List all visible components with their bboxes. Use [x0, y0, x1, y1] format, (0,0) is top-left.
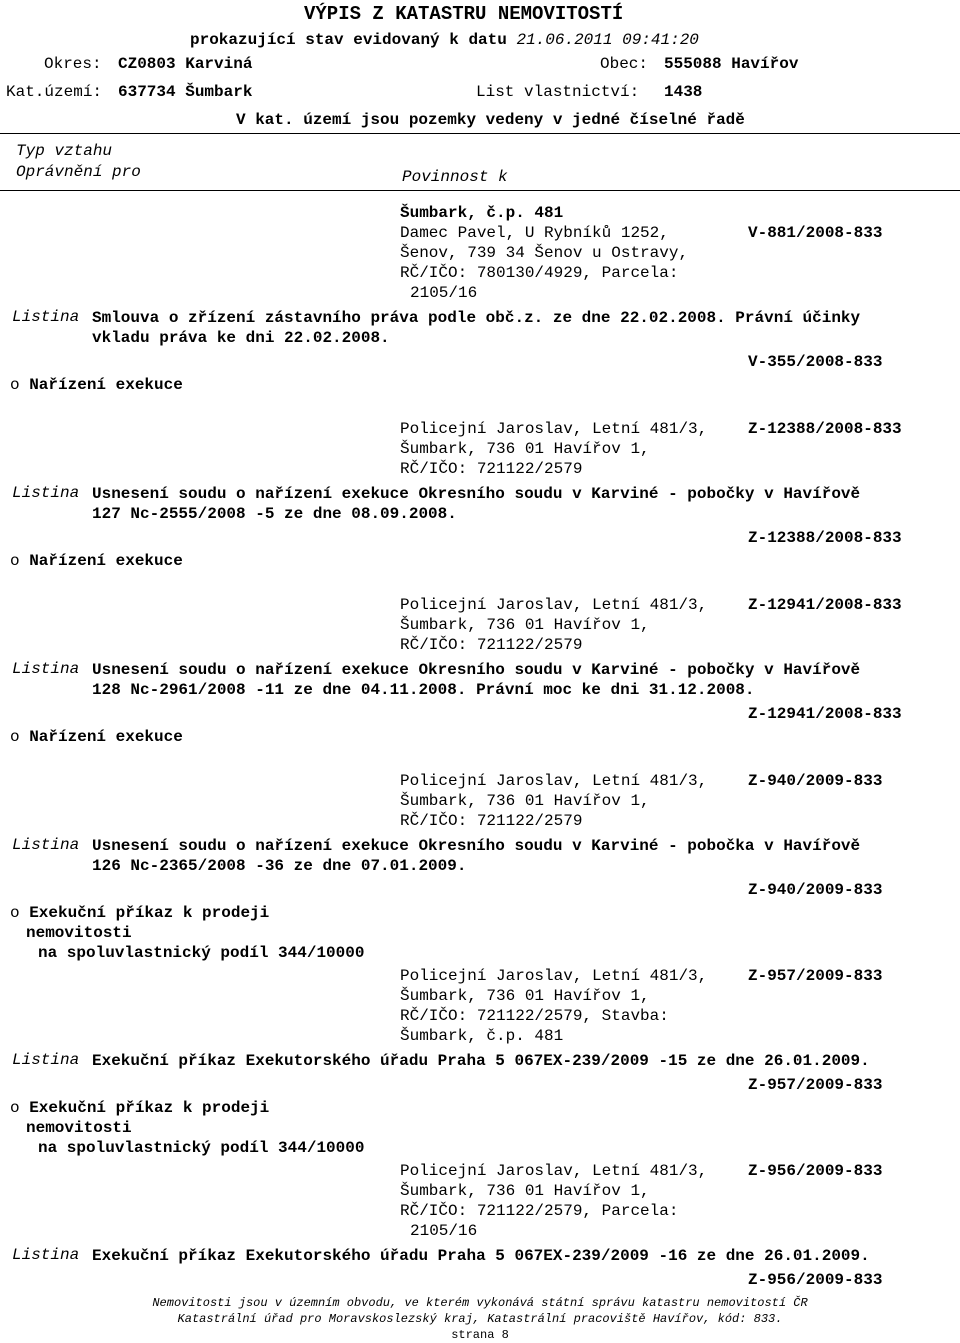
- party-line: Policejní Jaroslav, Letní 481/3,: [400, 1162, 708, 1180]
- party-line: RČ/IČO: 721122/2579, Parcela:: [400, 1202, 679, 1220]
- party-line: Policejní Jaroslav, Letní 481/3,: [400, 420, 708, 438]
- party-line: Policejní Jaroslav, Letní 481/3,: [400, 596, 708, 614]
- record-code: Z-12941/2008-833: [748, 596, 902, 614]
- listina-label: Listina: [12, 836, 80, 854]
- listina-label: Listina: [12, 1051, 80, 1069]
- col-povinnost-k: Povinnost k: [402, 168, 508, 186]
- listina-text: 128 Nc-2961/2008 -11 ze dne 04.11.2008. Právní moc ke dni 31.12.2008.: [92, 681, 755, 699]
- record-code: Z-12941/2008-833: [748, 705, 902, 723]
- heading-text: na spoluvlastnický podíl 344/10000: [38, 944, 365, 962]
- party-line: 2105/16: [410, 1222, 478, 1240]
- party-line: Šenov, 739 34 Šenov u Ostravy,: [400, 244, 689, 262]
- party-line: Šumbark, 736 01 Havířov 1,: [400, 792, 650, 810]
- listina-text: Smlouva o zřízení zástavního práva podle obč.z. ze dne 22.02.2008. Právní účinky: [92, 309, 861, 327]
- listina-label: Listina: [12, 484, 80, 502]
- record-code: Z-957/2009-833: [748, 967, 883, 985]
- listina-text: Usnesení soudu o nařízení exekuce Okresního soudu v Karviné - pobočky v Havířově: [92, 485, 861, 503]
- subtitle: [190, 30, 699, 50]
- heading-text: Nařízení exekuce: [29, 376, 183, 394]
- bullet-heading: [10, 1098, 269, 1118]
- listina-label: Listina: [12, 660, 80, 678]
- katuzemi-value: 637734 Šumbark: [118, 83, 253, 101]
- party-line: Šumbark, č.p. 481: [400, 1027, 564, 1045]
- listina-text: Exekuční příkaz Exekutorského úřadu Praha 5 067EX-239/2009 -16 ze dne 26.01.2009.: [92, 1247, 870, 1265]
- obec-value: 555088 Havířov: [664, 55, 799, 73]
- party-line: RČ/IČO: 780130/4929, Parcela:: [400, 264, 679, 282]
- bullet-heading: [10, 551, 183, 571]
- heading-text: nemovitosti: [26, 1119, 132, 1137]
- document-title: VÝPIS Z KATASTRU NEMOVITOSTÍ: [304, 3, 624, 25]
- col-opravneni-pro: Oprávnění pro: [16, 163, 141, 181]
- listina-text: vkladu práva ke dni 22.02.2008.: [92, 329, 390, 347]
- heading-text: na spoluvlastnický podíl 344/10000: [38, 1139, 365, 1157]
- record-code: Z-940/2009-833: [748, 881, 883, 899]
- party-line: Damec Pavel, U Rybníků 1252,: [400, 224, 669, 242]
- party-line: RČ/IČO: 721122/2579, Stavba:: [400, 1007, 669, 1025]
- heading-text: Nařízení exekuce: [29, 552, 183, 570]
- header-divider: [0, 133, 960, 134]
- bullet-icon: o: [10, 376, 30, 394]
- bullet-heading: [10, 903, 269, 923]
- record-code: Z-12388/2008-833: [748, 420, 902, 438]
- record-code: Z-957/2009-833: [748, 1076, 883, 1094]
- bullet-icon: o: [10, 728, 30, 746]
- lv-value: 1438: [664, 83, 703, 101]
- party-line: Šumbark, 736 01 Havířov 1,: [400, 987, 650, 1005]
- bullet-heading: [10, 727, 183, 747]
- party-line: Šumbark, 736 01 Havířov 1,: [400, 440, 650, 458]
- footer-line: Katastrální úřad pro Moravskoslezský kraj, Katastrální pracoviště Havířov, kód: 833.: [177, 1312, 783, 1326]
- listina-text: Usnesení soudu o nařízení exekuce Okresního soudu v Karviné - pobočka v Havířově: [92, 837, 861, 855]
- footer-line: Nemovitosti jsou v územním obvodu, ve kterém vykonává státní správu katastru nemovitostí ČR: [152, 1296, 808, 1310]
- col-typ-vztahu: Typ vztahu: [16, 142, 113, 160]
- bullet-icon: o: [10, 552, 30, 570]
- okres-label: Okres:: [44, 55, 102, 73]
- heading-text: Exekuční příkaz k prodeji: [29, 1099, 270, 1117]
- extract-date: 21.06.2011 09:41:20: [516, 31, 699, 49]
- party-line: Šumbark, 736 01 Havířov 1,: [400, 616, 650, 634]
- record-code: Z-12388/2008-833: [748, 529, 902, 547]
- party-line: RČ/IČO: 721122/2579: [400, 812, 583, 830]
- party-line: 2105/16: [410, 284, 478, 302]
- heading-text: Exekuční příkaz k prodeji: [29, 904, 270, 922]
- bullet-icon: o: [10, 1099, 30, 1117]
- record-code: Z-956/2009-833: [748, 1162, 883, 1180]
- listina-label: Listina: [12, 1246, 80, 1264]
- okres-value: CZ0803 Karviná: [118, 55, 253, 73]
- listina-text: Exekuční příkaz Exekutorského úřadu Praha 5 067EX-239/2009 -15 ze dne 26.01.2009.: [92, 1052, 870, 1070]
- listina-text: 127 Nc-2555/2008 -5 ze dne 08.09.2008.: [92, 505, 457, 523]
- bullet-icon: o: [10, 904, 30, 922]
- party-line: Policejní Jaroslav, Letní 481/3,: [400, 772, 708, 790]
- record-code: Z-956/2009-833: [748, 1271, 883, 1289]
- listina-text: 126 Nc-2365/2008 -36 ze dne 07.01.2009.: [92, 857, 467, 875]
- heading-text: Nařízení exekuce: [29, 728, 183, 746]
- party-line: Šumbark, č.p. 481: [400, 204, 564, 222]
- subtitle-prefix: prokazující stav evidovaný k datu: [190, 31, 507, 49]
- lv-label: List vlastnictví:: [476, 83, 640, 101]
- party-line: Šumbark, 736 01 Havířov 1,: [400, 1182, 650, 1200]
- record-code: V-355/2008-833: [748, 353, 883, 371]
- listina-text: Usnesení soudu o nařízení exekuce Okresního soudu v Karviné - pobočky v Havířově: [92, 661, 861, 679]
- header-note: V kat. území jsou pozemky vedeny v jedné číselné řadě: [236, 111, 745, 129]
- record-code: Z-940/2009-833: [748, 772, 883, 790]
- heading-text: nemovitosti: [26, 924, 132, 942]
- party-line: RČ/IČO: 721122/2579: [400, 636, 583, 654]
- page-number: strana 8: [451, 1328, 509, 1342]
- record-code: V-881/2008-833: [748, 224, 883, 242]
- obec-label: Obec:: [600, 55, 649, 73]
- party-line: Policejní Jaroslav, Letní 481/3,: [400, 967, 708, 985]
- listina-label: Listina: [12, 308, 80, 326]
- katuzemi-label: Kat.území:: [6, 83, 103, 101]
- party-line: RČ/IČO: 721122/2579: [400, 460, 583, 478]
- bullet-heading: [10, 375, 183, 395]
- column-divider: [0, 190, 960, 191]
